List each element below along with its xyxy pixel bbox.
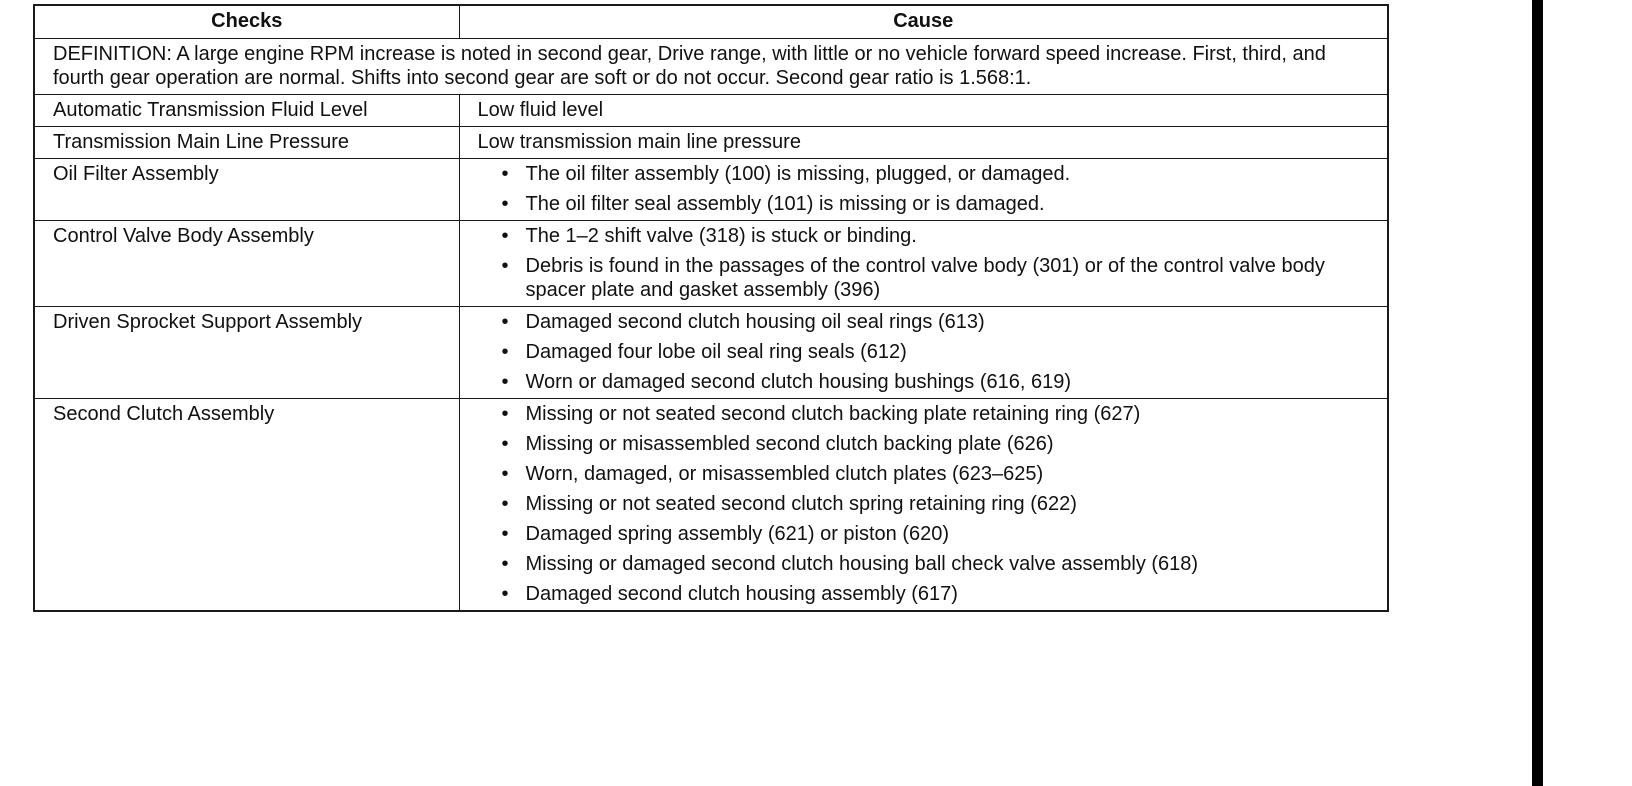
table-row [35, 307, 1387, 399]
cause-list-item [478, 340, 1378, 364]
table-row [35, 221, 1387, 307]
cause-list-item [478, 522, 1378, 546]
cause-text: Damaged spring assembly (621) or piston (620) [525, 523, 950, 545]
cause-text: The oil filter seal assembly (101) is missing or is damaged. [525, 193, 1045, 215]
bullet-icon: • [501, 163, 509, 185]
bullet-icon: • [501, 583, 509, 605]
table-row [35, 127, 1387, 159]
bullet-icon: • [501, 341, 509, 363]
cause-list [478, 402, 1378, 606]
cause-text: Worn or damaged second clutch housing bushings (616, 619) [525, 371, 1072, 393]
cause-list-item [478, 162, 1378, 186]
table-row [35, 159, 1387, 221]
table-row [35, 399, 1387, 611]
bullet-icon: • [501, 463, 509, 485]
cause-list-item [478, 462, 1378, 486]
header-row [35, 6, 1387, 39]
cause-text: Missing or not seated second clutch backing plate retaining ring (627) [525, 403, 1141, 425]
cause-list [478, 310, 1378, 394]
cause-list-item [478, 310, 1378, 334]
bullet-icon: • [501, 371, 509, 393]
definition-text: DEFINITION: A large engine RPM increase is noted in second gear, Drive range, with little or no vehicle forward speed increase. First, third, and fourth gear operation are normal. Shifts into second gear are soft or do not occur. Second gear ratio is 1.568:1. [35, 39, 1387, 95]
cause-text: Damaged four lobe oil seal ring seals (612) [525, 341, 907, 363]
cause-list-cell [459, 221, 1387, 307]
bullet-icon: • [501, 403, 509, 425]
cause-text: Damaged second clutch housing oil seal rings (613) [525, 311, 985, 333]
check-name-cell: Control Valve Body Assembly [35, 221, 459, 307]
cause-cell: Low fluid level [459, 95, 1387, 127]
cause-list-item [478, 192, 1378, 216]
table-row [35, 95, 1387, 127]
check-name-cell: Transmission Main Line Pressure [35, 127, 459, 159]
cause-list-item [478, 224, 1378, 248]
cause-list-cell [459, 307, 1387, 399]
cause-list [478, 224, 1378, 302]
cause-column-header: Cause [459, 6, 1387, 39]
diagnostic-table-container [33, 4, 1389, 612]
cause-text: Missing or misassembled second clutch backing plate (626) [525, 433, 1054, 455]
cause-list [478, 162, 1378, 216]
cause-text: Missing or damaged second clutch housing ball check valve assembly (618) [525, 553, 1199, 575]
cause-cell: Low transmission main line pressure [459, 127, 1387, 159]
bullet-icon: • [501, 553, 509, 575]
bullet-icon: • [501, 255, 509, 277]
cause-list-cell [459, 159, 1387, 221]
table-body [35, 39, 1387, 611]
cause-list-item [478, 492, 1378, 516]
cause-list-item [478, 552, 1378, 576]
bullet-icon: • [501, 523, 509, 545]
bullet-icon: • [501, 193, 509, 215]
bullet-icon: • [501, 433, 509, 455]
cause-list-item [478, 402, 1378, 426]
bullet-icon: • [501, 225, 509, 247]
cause-text: Debris is found in the passages of the control valve body (301) or of the control valve body spacer plate and gasket assembly (396) [525, 255, 1325, 301]
cause-text: The 1–2 shift valve (318) is stuck or binding. [525, 225, 917, 247]
diagnostic-table [35, 6, 1387, 610]
check-name-cell: Automatic Transmission Fluid Level [35, 95, 459, 127]
cause-list-item [478, 582, 1378, 606]
checks-column-header: Checks [35, 6, 459, 39]
cause-text: The oil filter assembly (100) is missing, plugged, or damaged. [525, 163, 1071, 185]
check-name-cell: Second Clutch Assembly [35, 399, 459, 611]
cause-list-item [478, 370, 1378, 394]
cause-text: Missing or not seated second clutch spring retaining ring (622) [525, 493, 1077, 515]
scan-edge-bar [1532, 0, 1543, 786]
cause-text: Damaged second clutch housing assembly (617) [525, 583, 958, 605]
definition-row [35, 39, 1387, 95]
cause-list-item [478, 254, 1378, 302]
bullet-icon: • [501, 493, 509, 515]
cause-list-cell [459, 399, 1387, 611]
check-name-cell: Driven Sprocket Support Assembly [35, 307, 459, 399]
bullet-icon: • [501, 311, 509, 333]
check-name-cell: Oil Filter Assembly [35, 159, 459, 221]
cause-list-item [478, 432, 1378, 456]
cause-text: Worn, damaged, or misassembled clutch plates (623–625) [525, 463, 1044, 485]
